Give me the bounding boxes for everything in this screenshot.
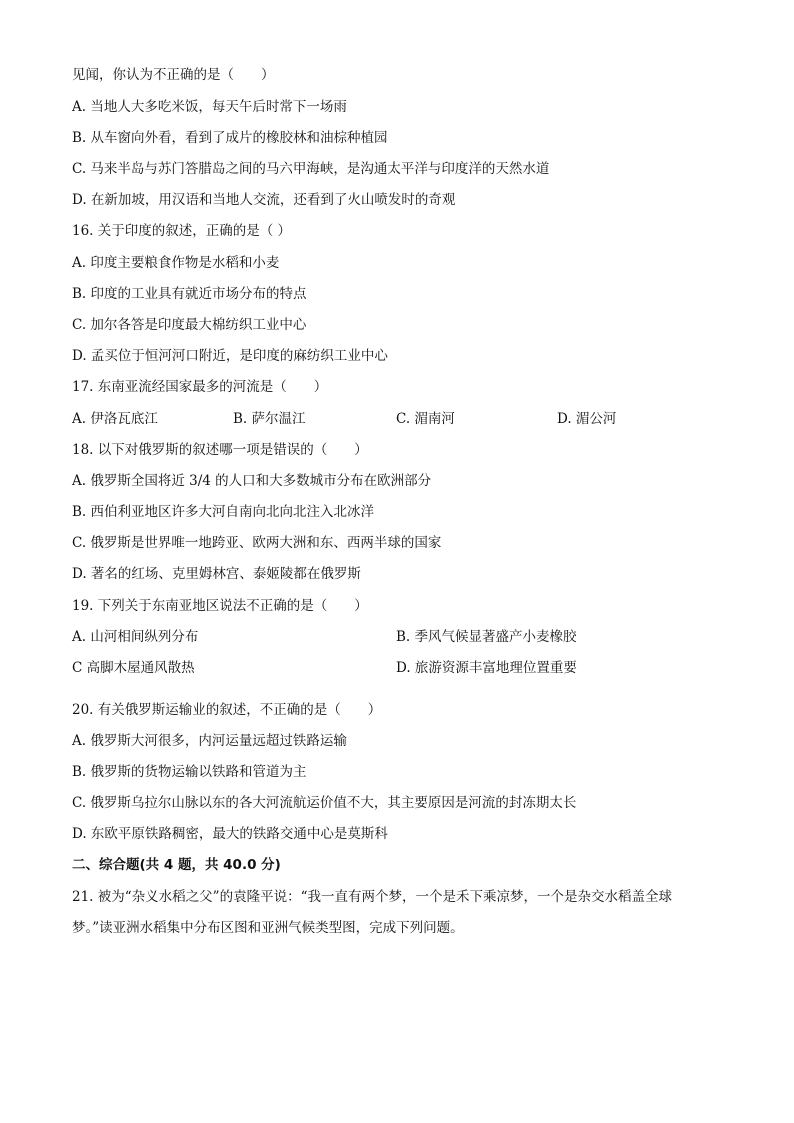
q18-option-b: B. 西伯利亚地区许多大河自南向北向北注入北冰洋 (72, 504, 375, 520)
q17-option-d: D. 湄公河 (557, 411, 617, 427)
q20-stem: 20. 有关俄罗斯运输业的叙述，不正确的是（ ） (72, 702, 382, 718)
q21-stem-line-2: 梦。”读亚洲水稻集中分布区图和亚洲气候类型图，完成下列问题。 (72, 920, 464, 936)
q19-option-d: D. 旅游资源丰富地理位置重要 (396, 660, 577, 676)
q18-option-d: D. 著名的红场、克里姆林宫、泰姬陵都在俄罗斯 (72, 566, 361, 582)
q15-option-a: A. 当地人大多吃米饭，每天午后时常下一场雨 (72, 99, 347, 115)
q17-option-a: A. 伊洛瓦底江 (72, 411, 158, 427)
section-2-title: 二、综合题(共 4 题，共 40.0 分) (72, 857, 281, 873)
q16-option-a: A. 印度主要粮食作物是水稻和小麦 (72, 255, 280, 271)
q18-option-a: A. 俄罗斯全国将近 3/4 的人口和大多数城市分布在欧洲部分 (72, 473, 432, 489)
q17-option-c: C. 湄南河 (396, 411, 455, 427)
q20-option-c: C. 俄罗斯乌拉尔山脉以东的各大河流航运价值不大，其主要原因是河流的封冻期太长 (72, 795, 577, 811)
q16-option-b: B. 印度的工业具有就近市场分布的特点 (72, 286, 307, 302)
q17-option-b: B. 萨尔温江 (233, 411, 306, 427)
q19-option-a: A. 山河相间纵列分布 (72, 629, 199, 645)
q20-option-a: A. 俄罗斯大河很多，内河运量远超过铁路运输 (72, 733, 347, 749)
q15-stem-tail: 见闻，你认为不正确的是（ ） (72, 67, 275, 83)
q15-option-c: C. 马来半岛与苏门答腊岛之间的马六甲海峡，是沟通太平洋与印度洋的天然水道 (72, 161, 550, 177)
q16-option-d: D. 孟买位于恒河河口附近，是印度的麻纺织工业中心 (72, 348, 388, 364)
q15-option-d: D. 在新加坡，用汉语和当地人交流，还看到了火山喷发时的奇观 (72, 192, 456, 208)
q16-option-c: C. 加尔各答是印度最大棉纺织工业中心 (72, 317, 307, 333)
q17-stem: 17. 东南亚流经国家最多的河流是（ ） (72, 379, 328, 395)
q19-option-c: C 高脚木屋通风散热 (72, 660, 195, 676)
q19-stem: 19. 下列关于东南亚地区说法不正确的是（ ） (72, 598, 368, 614)
q21-stem-line-1: 21. 被为“杂义水稻之父”的袁隆平说：“我一直有两个梦，一个是禾下乘凉梦，一个是杂交水稻盖全球 (72, 889, 672, 905)
q20-option-b: B. 俄罗斯的货物运输以铁路和管道为主 (72, 764, 307, 780)
q20-option-d: D. 东欧平原铁路稠密，最大的铁路交通中心是莫斯科 (72, 826, 388, 842)
q18-stem: 18. 以下对俄罗斯的叙述哪一项是错误的（ ） (72, 442, 368, 458)
q19-option-b: B. 季风气候显著盛产小麦橡胶 (396, 629, 577, 645)
q18-option-c: C. 俄罗斯是世界唯一地跨亚、欧两大洲和东、西两半球的国家 (72, 535, 442, 551)
q16-stem: 16. 关于印度的叙述，正确的是（ ） (72, 223, 292, 239)
q15-option-b: B. 从车窗向外看，看到了成片的橡胶林和油棕种植园 (72, 130, 388, 146)
